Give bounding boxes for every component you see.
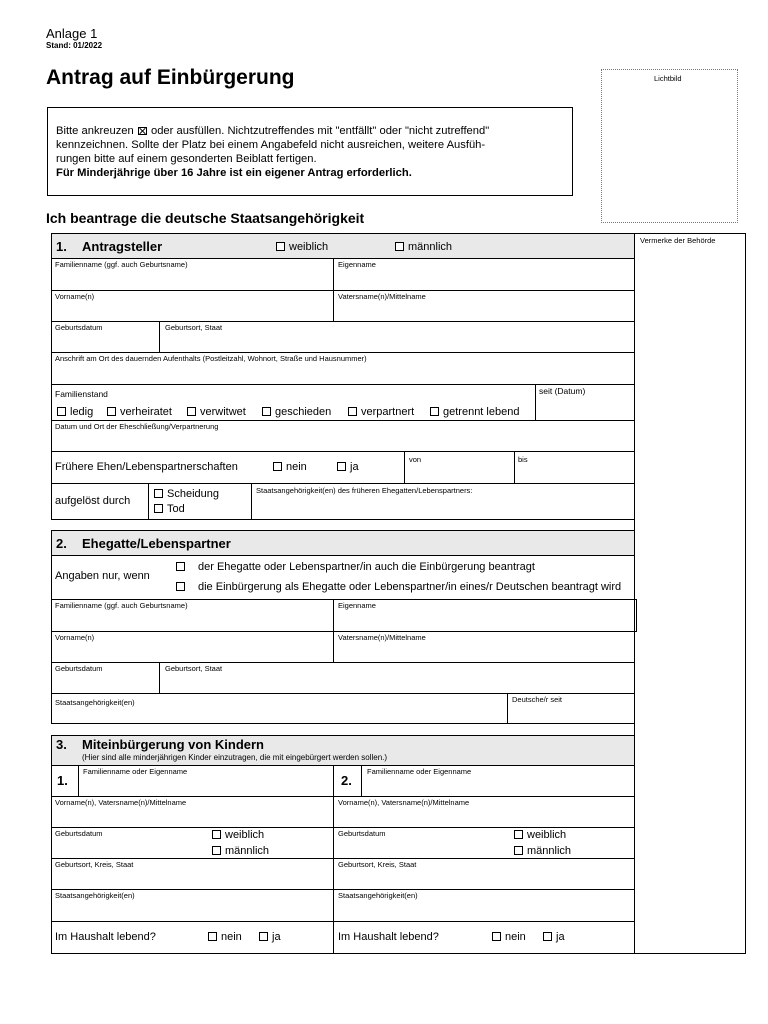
marital-status-single-checkbox[interactable]: ledig <box>57 406 93 418</box>
instructions-line-2: kennzeichnen. Sollte der Platz bei einem Angabefeld nicht ausreichen, weitere Ausfüh- <box>56 139 486 151</box>
page-title: Antrag auf Einbürgerung <box>46 66 295 89</box>
marital-since-label: seit (Datum) <box>539 386 586 396</box>
child-2-household-label: Im Haushalt lebend? <box>338 931 439 943</box>
spouse-info-only-if-label: Angaben nur, wenn <box>55 570 150 582</box>
child-2-family-name-field[interactable] <box>362 778 634 795</box>
child-1-family-name-field[interactable] <box>79 778 332 795</box>
child-2-names-field[interactable] <box>334 809 634 826</box>
child-2-birth-place-label: Geburtsort, Kreis, Staat <box>338 860 417 869</box>
section-3-note: (Hier sind alle minderjährigen Kinder einzutragen, die mit eingebürgert werden sollen.) <box>82 753 388 762</box>
previous-marriages-until-label: bis <box>518 455 528 464</box>
previous-marriages-yes-checkbox[interactable]: ja <box>337 461 359 473</box>
child-1-citizenship-field[interactable] <box>52 902 332 920</box>
applicant-birth-place-label: Geburtsort, Staat <box>165 323 223 332</box>
crossed-box-icon <box>138 127 147 135</box>
child-1-names-field[interactable] <box>52 809 332 826</box>
applicant-first-names-field[interactable] <box>52 303 332 320</box>
spouse-father-name-label: Vatersname(n)/Mittelname <box>338 633 426 642</box>
spouse-given-name-field[interactable] <box>334 612 634 630</box>
dissolved-divorce-checkbox[interactable]: Scheidung <box>154 488 219 500</box>
child-1-birth-place-label: Geburtsort, Kreis, Staat <box>55 860 134 869</box>
prev-spouse-citizenship-field[interactable] <box>252 497 634 519</box>
child-1-household-yes-checkbox[interactable]: ja <box>259 931 281 943</box>
spouse-given-name-label: Eigenname <box>338 601 376 610</box>
section-3-number: 3. <box>56 737 67 752</box>
section-1-number: 1. <box>56 239 67 254</box>
child-2-birth-place-field[interactable] <box>334 871 634 888</box>
child-1-number: 1. <box>57 773 68 788</box>
section-2-title: Ehegatte/Lebenspartner <box>82 536 231 551</box>
spouse-birth-place-label: Geburtsort, Staat <box>165 664 223 673</box>
marital-status-divorced-checkbox[interactable]: geschieden <box>262 406 331 418</box>
child-2-female-checkbox[interactable]: weiblich <box>514 829 566 841</box>
spouse-birth-date-field[interactable] <box>52 675 158 692</box>
spouse-german-since-label: Deutsche/r seit <box>512 695 563 704</box>
spouse-birth-place-field[interactable] <box>160 675 634 692</box>
version-label: Stand: 01/2022 <box>46 41 103 50</box>
child-2-birth-date-label: Geburtsdatum <box>338 829 386 838</box>
child-2-household-yes-checkbox[interactable]: ja <box>543 931 565 943</box>
previous-marriages-from-label: von <box>409 455 422 464</box>
applicant-father-name-field[interactable] <box>334 303 634 320</box>
child-1-female-checkbox[interactable]: weiblich <box>212 829 264 841</box>
section-1-title: Antragsteller <box>82 239 163 254</box>
spouse-german-since-field[interactable] <box>508 706 634 723</box>
applicant-female-checkbox[interactable]: weiblich <box>276 241 328 253</box>
applicant-address-label: Anschrift am Ort des dauernden Aufenthalts (Postleitzahl, Wohnort, Straße und Hausnummer) <box>55 354 367 363</box>
marriage-date-place-field[interactable] <box>52 433 634 450</box>
subtitle: Ich beantrage die deutsche Staatsangehörigkeit <box>46 210 365 226</box>
applicant-birth-place-field[interactable] <box>160 334 634 351</box>
applicant-family-name-field[interactable] <box>52 271 332 289</box>
applicant-given-name-field[interactable] <box>334 271 634 289</box>
previous-marriages-until-field[interactable] <box>515 465 634 482</box>
spouse-condition-2-checkbox[interactable]: die Einbürgerung als Ehegatte oder Lebenspartner/in eines/r Deutschen beantragt wird <box>176 581 621 593</box>
marital-since-field[interactable] <box>536 400 634 419</box>
child-1-household-label: Im Haushalt lebend? <box>55 931 156 943</box>
child-1-birth-date-field[interactable] <box>52 840 202 857</box>
applicant-father-name-label: Vatersname(n)/Mittelname <box>338 292 426 301</box>
child-1-citizenship-label: Staatsangehörigkeit(en) <box>55 891 135 900</box>
authority-notes-label: Vermerke der Behörde <box>640 236 716 245</box>
child-1-family-name-label: Familienname oder Eigenname <box>83 767 188 776</box>
spouse-father-name-field[interactable] <box>334 644 634 661</box>
instructions-box <box>47 107 573 196</box>
spouse-first-names-label: Vorname(n) <box>55 633 95 642</box>
child-1-birth-place-field[interactable] <box>52 871 332 888</box>
spouse-first-names-field[interactable] <box>52 644 332 661</box>
child-2-citizenship-label: Staatsangehörigkeit(en) <box>338 891 418 900</box>
marriage-date-place-label: Datum und Ort der Eheschließung/Verpartnerung <box>55 422 219 431</box>
spouse-citizenship-label: Staatsangehörigkeit(en) <box>55 698 135 707</box>
dissolved-by-label: aufgelöst durch <box>55 495 131 507</box>
spouse-citizenship-field[interactable] <box>52 708 506 723</box>
annex-label: Anlage 1 <box>46 26 98 41</box>
previous-marriages-no-checkbox[interactable]: nein <box>273 461 307 473</box>
applicant-given-name-label: Eigenname <box>338 260 376 269</box>
marital-status-married-checkbox[interactable]: verheiratet <box>107 406 172 418</box>
dissolved-death-checkbox[interactable]: Tod <box>154 503 185 515</box>
spouse-family-name-label: Familienname (ggf. auch Geburtsname) <box>55 601 188 610</box>
photo-box[interactable] <box>601 69 738 223</box>
instructions-line-1: Bitte ankreuzen oder ausfüllen. Nichtzutreffendes mit "entfällt" oder "nicht zutreffend" <box>56 125 490 137</box>
child-2-birth-date-field[interactable] <box>334 840 509 857</box>
child-2-male-checkbox[interactable]: männlich <box>514 845 571 857</box>
child-1-names-label: Vorname(n), Vatersname(n)/Mittelname <box>55 798 187 807</box>
child-2-names-label: Vorname(n), Vatersname(n)/Mittelname <box>338 798 470 807</box>
instructions-line-3: rungen bitte auf einem gesonderten Beiblatt fertigen. <box>56 153 317 165</box>
child-2-number: 2. <box>341 773 352 788</box>
child-2-citizenship-field[interactable] <box>334 902 634 920</box>
child-2-household-no-checkbox[interactable]: nein <box>492 931 526 943</box>
spouse-birth-date-label: Geburtsdatum <box>55 664 103 673</box>
prev-spouse-citizenship-label: Staatsangehörigkeit(en) des früheren Ehegatten/Lebenspartners: <box>256 486 473 495</box>
previous-marriages-from-field[interactable] <box>405 465 513 482</box>
photo-label: Lichtbild <box>654 74 682 83</box>
marital-status-widowed-checkbox[interactable]: verwitwet <box>187 406 246 418</box>
spouse-family-name-field[interactable] <box>52 612 332 630</box>
previous-marriages-label: Frühere Ehen/Lebenspartnerschaften <box>55 461 238 473</box>
child-1-household-no-checkbox[interactable]: nein <box>208 931 242 943</box>
child-2-family-name-label: Familienname oder Eigenname <box>367 767 472 776</box>
marital-status-label: Familienstand <box>55 389 108 399</box>
applicant-birth-date-field[interactable] <box>52 334 158 351</box>
marital-status-partnered-checkbox[interactable]: verpartnert <box>348 406 414 418</box>
child-1-birth-date-label: Geburtsdatum <box>55 829 103 838</box>
marital-status-separated-checkbox[interactable]: getrennt lebend <box>430 406 519 418</box>
instructions-line-4: Für Minderjährige über 16 Jahre ist ein eigener Antrag erforderlich. <box>56 167 412 179</box>
applicant-first-names-label: Vorname(n) <box>55 292 95 301</box>
spouse-condition-1-checkbox[interactable]: der Ehegatte oder Lebenspartner/in auch die Einbürgerung beantragt <box>176 561 535 573</box>
child-1-male-checkbox[interactable]: männlich <box>212 845 269 857</box>
applicant-family-name-label: Familienname (ggf. auch Geburtsname) <box>55 260 188 269</box>
section-2-number: 2. <box>56 536 67 551</box>
applicant-birth-date-label: Geburtsdatum <box>55 323 103 332</box>
applicant-male-checkbox[interactable]: männlich <box>395 241 452 253</box>
section-3-title: Miteinbürgerung von Kindern <box>82 737 264 752</box>
authority-notes-box[interactable] <box>634 233 746 954</box>
applicant-address-field[interactable] <box>52 365 634 383</box>
